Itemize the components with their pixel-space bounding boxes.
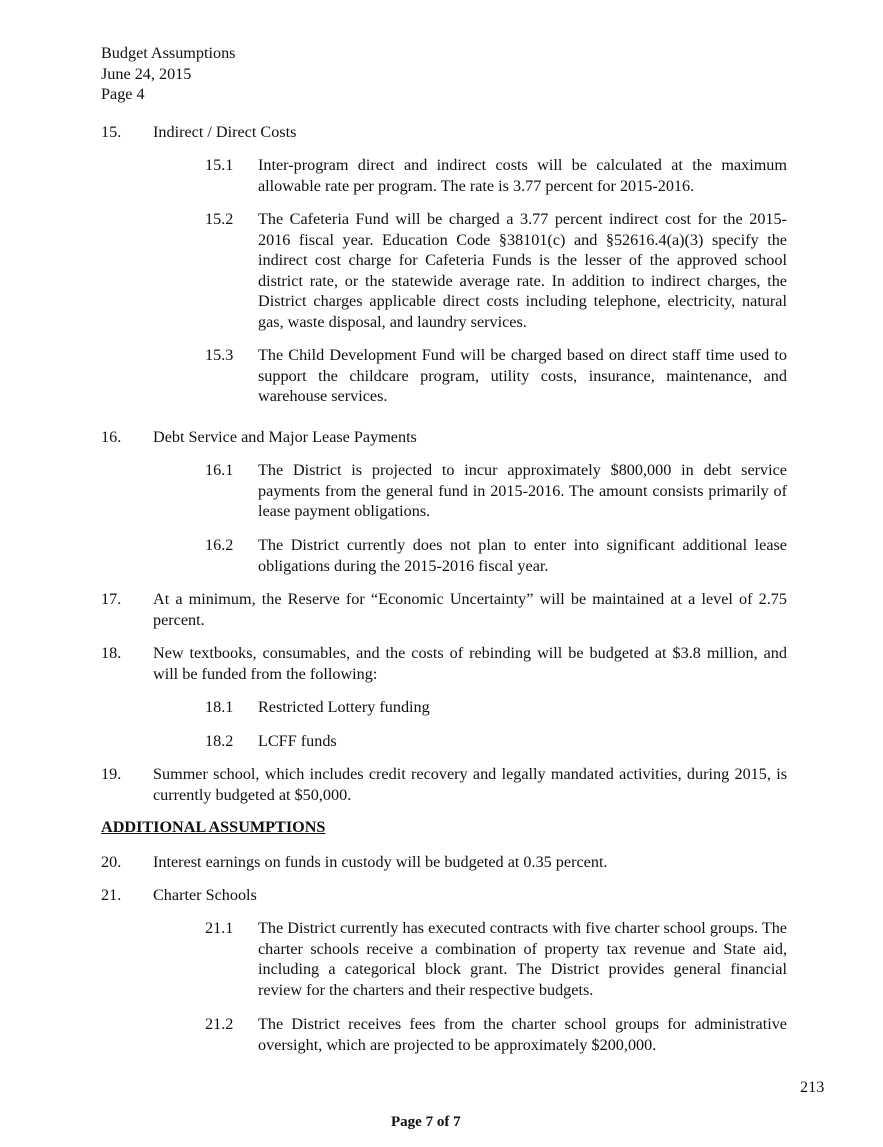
subitem-text: Inter-program direct and indirect costs will be calculated at the maximum allowable rate per program. The rate is 3.77 percent for 2015-2016.: [258, 156, 787, 195]
item-19: [101, 764, 787, 805]
subitem-number: 21.2: [205, 1015, 234, 1033]
item-16: [101, 427, 787, 448]
item-20: [101, 852, 787, 873]
subitem-18-1: [205, 697, 787, 718]
subitem-text: The District receives fees from the charter school groups for administrative oversight, which are projected to be approximately $200,000.: [258, 1015, 787, 1054]
item-number: 17.: [101, 590, 122, 608]
subitem-number: 21.1: [205, 919, 234, 937]
item-text: Interest earnings on funds in custody will be budgeted at 0.35 percent.: [153, 853, 608, 871]
subitem-number: 15.1: [205, 156, 234, 174]
subitem-text: The District currently has executed contracts with five charter school groups. The charter schools receive a combination of property tax revenue and State aid, including a categorical block grant. The District provides general financial review for the charters and their respective budgets.: [258, 919, 787, 999]
item-text: Debt Service and Major Lease Payments: [153, 428, 417, 446]
subitem-number: 18.2: [205, 732, 234, 750]
item-number: 15.: [101, 123, 122, 141]
subitem-21-2: [205, 1014, 787, 1055]
item-number: 21.: [101, 886, 122, 904]
item-text: New textbooks, consumables, and the costs of rebinding will be budgeted at $3.8 million, and will be funded from the following:: [153, 644, 787, 683]
subitem-16-2: [205, 535, 787, 576]
item-15: [101, 122, 787, 143]
section-heading: ADDITIONAL ASSUMPTIONS: [101, 818, 326, 836]
item-text: Charter Schools: [153, 886, 257, 904]
item-number: 18.: [101, 644, 122, 662]
item-text: At a minimum, the Reserve for “Economic Uncertainty” will be maintained at a level of 2.75 percent.: [153, 590, 787, 629]
page-number-right: 213: [800, 1078, 825, 1096]
item-text: Indirect / Direct Costs: [153, 123, 297, 141]
subitem-text: Restricted Lottery funding: [258, 698, 430, 716]
subitem-21-1: [205, 918, 787, 1000]
item-number: 16.: [101, 428, 122, 446]
header-page: Page 4: [101, 85, 145, 103]
subitem-number: 16.2: [205, 536, 234, 554]
item-21: [101, 885, 787, 906]
item-number: 20.: [101, 853, 122, 871]
item-17: [101, 589, 787, 630]
subitem-text: The District currently does not plan to enter into significant additional lease obligations during the 2015-2016 fiscal year.: [258, 536, 787, 575]
item-number: 19.: [101, 765, 122, 783]
subitem-15-3: [205, 345, 787, 407]
subitem-text: The Child Development Fund will be charged based on direct staff time used to support the childcare program, utility costs, insurance, maintenance, and warehouse services.: [258, 346, 787, 405]
subitem-15-1: [205, 155, 787, 196]
subitem-text: LCFF funds: [258, 732, 337, 750]
page-footer: Page 7 of 7: [391, 1114, 461, 1130]
subitem-number: 15.3: [205, 346, 234, 364]
subitem-number: 16.1: [205, 461, 234, 479]
item-text: Summer school, which includes credit recovery and legally mandated activities, during 2015, is currently budgeted at $50,000.: [153, 765, 787, 804]
subitem-text: The Cafeteria Fund will be charged a 3.77 percent indirect cost for the 2015-2016 fiscal year. Education Code §38101(c) and §52616.4(a)(3) specify the indirect cost charge for Cafeteria Funds is the lesser of the approved school district rate, or the statewide average rate. In addition to indirect charges, the District charges applicable direct costs including telephone, electricity, natural gas, waste disposal, and laundry services.: [258, 210, 787, 331]
subitem-number: 18.1: [205, 698, 234, 716]
subitem-15-2: [205, 209, 787, 332]
document-header: [101, 43, 235, 105]
item-18: [101, 643, 787, 684]
subitem-16-1: [205, 460, 787, 522]
header-title: Budget Assumptions: [101, 44, 236, 62]
subitem-18-2: [205, 731, 787, 752]
subitem-text: The District is projected to incur approximately $800,000 in debt service payments from the general fund in 2015-2016. The amount consists primarily of lease payment obligations.: [258, 461, 787, 520]
subitem-number: 15.2: [205, 210, 234, 228]
header-date: June 24, 2015: [101, 64, 192, 83]
